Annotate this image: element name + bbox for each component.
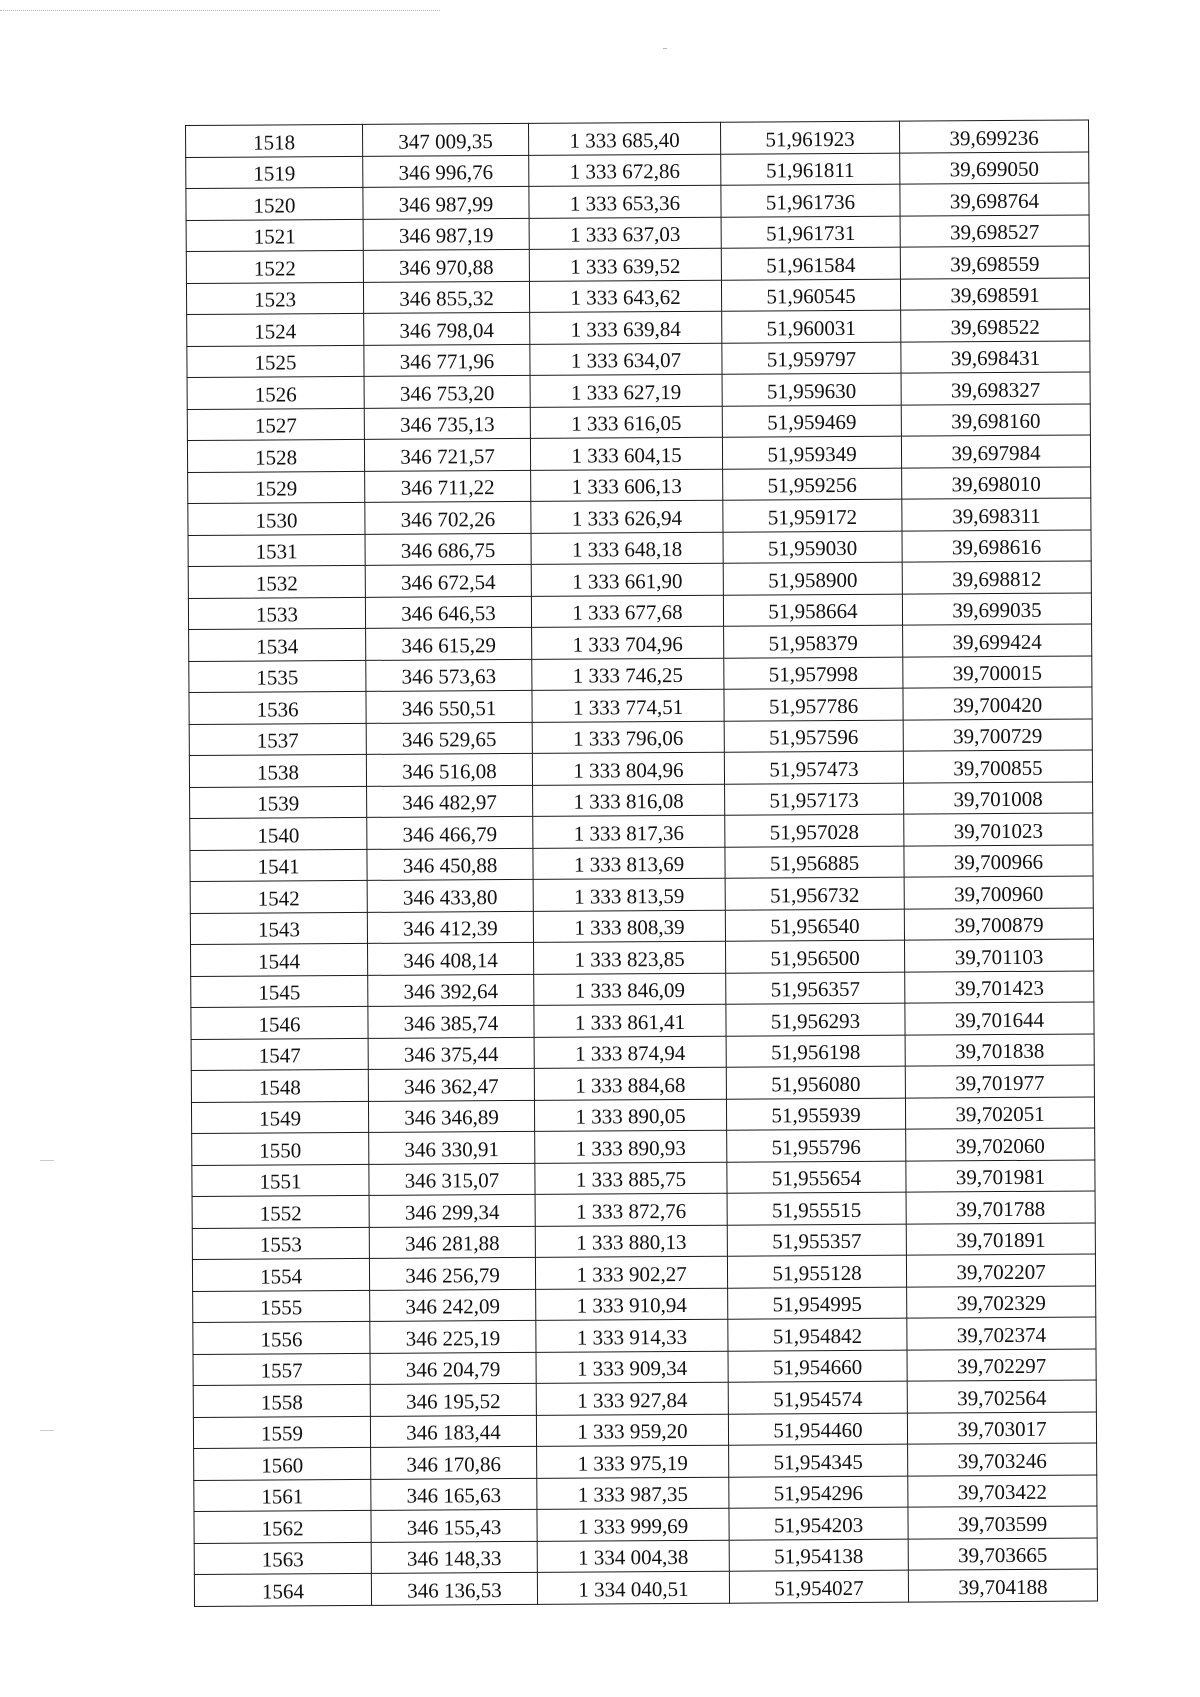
point-number-cell: 1537 [189,723,366,756]
table-row [188,529,1091,566]
table-row [186,214,1089,251]
y-coordinate-cell: 1 334 040,51 [537,1571,729,1604]
y-coordinate-cell: 1 333 909,34 [536,1351,728,1384]
y-coordinate-cell: 1 333 861,41 [534,1004,726,1037]
point-number-cell: 1554 [192,1258,369,1291]
latitude-cell: 51,956885 [725,846,904,879]
table-row [189,687,1092,724]
longitude-cell: 39,699035 [902,592,1091,625]
x-coordinate-cell: 346 516,08 [366,753,532,786]
table-row [187,340,1090,377]
y-coordinate-cell: 1 333 746,25 [532,658,724,691]
y-coordinate-cell: 1 333 661,90 [531,563,723,596]
latitude-cell: 51,954138 [729,1539,908,1572]
coordinates-table-body [186,120,1098,1606]
scan-artifact-dot [663,48,667,49]
point-number-cell: 1538 [189,754,366,787]
longitude-cell: 39,701788 [906,1191,1095,1224]
longitude-cell: 39,700960 [904,876,1093,909]
point-number-cell: 1547 [191,1038,368,1071]
x-coordinate-cell: 346 721,57 [364,438,530,471]
table-row [191,1065,1094,1102]
table-row [192,1128,1095,1165]
point-number-cell: 1545 [191,975,368,1008]
latitude-cell: 51,955939 [726,1098,905,1131]
point-number-cell: 1531 [188,534,365,567]
latitude-cell: 51,957173 [725,783,904,816]
latitude-cell: 51,954203 [729,1507,908,1540]
latitude-cell: 51,957028 [725,814,904,847]
point-number-cell: 1533 [188,597,365,630]
latitude-cell: 51,958379 [724,625,903,658]
longitude-cell: 39,702329 [907,1285,1096,1318]
x-coordinate-cell: 346 155,43 [371,1509,537,1542]
point-number-cell: 1527 [187,408,364,441]
y-coordinate-cell: 1 333 634,07 [530,343,722,376]
x-coordinate-cell: 346 798,04 [364,312,530,345]
table-row [188,592,1091,629]
y-coordinate-cell: 1 333 927,84 [536,1382,728,1415]
longitude-cell: 39,698616 [902,529,1091,562]
point-number-cell: 1543 [190,912,367,945]
point-number-cell: 1552 [192,1195,369,1228]
y-coordinate-cell: 1 333 914,33 [536,1319,728,1352]
point-number-cell: 1528 [187,439,364,472]
longitude-cell: 39,698160 [901,403,1090,436]
point-number-cell: 1562 [194,1510,371,1543]
longitude-cell: 39,702297 [907,1348,1096,1381]
y-coordinate-cell: 1 333 639,52 [529,248,721,281]
x-coordinate-cell: 346 170,86 [371,1446,537,1479]
longitude-cell: 39,701838 [905,1033,1094,1066]
y-coordinate-cell: 1 333 975,19 [537,1445,729,1478]
latitude-cell: 51,955128 [727,1255,906,1288]
y-coordinate-cell: 1 334 004,38 [537,1540,729,1573]
x-coordinate-cell: 346 183,44 [370,1415,536,1448]
x-coordinate-cell: 346 242,09 [370,1289,536,1322]
point-number-cell: 1526 [187,376,364,409]
x-coordinate-cell: 346 204,79 [370,1352,536,1385]
y-coordinate-cell: 1 333 672,86 [529,154,721,187]
table-row [192,1222,1095,1259]
longitude-cell: 39,702564 [907,1380,1096,1413]
point-number-cell: 1551 [192,1164,369,1197]
x-coordinate-cell: 346 299,34 [369,1194,535,1227]
latitude-cell: 51,959256 [723,468,902,501]
table-row [193,1348,1096,1385]
point-number-cell: 1525 [187,345,364,378]
y-coordinate-cell: 1 333 885,75 [535,1162,727,1195]
x-coordinate-cell: 346 996,76 [363,155,529,188]
y-coordinate-cell: 1 333 774,51 [532,689,724,722]
table-row [192,1254,1095,1291]
x-coordinate-cell: 346 385,74 [368,1005,534,1038]
latitude-cell: 51,957596 [724,720,903,753]
table-row [192,1159,1095,1196]
x-coordinate-cell: 346 702,26 [365,501,531,534]
longitude-cell: 39,700855 [903,750,1092,783]
point-number-cell: 1519 [186,156,363,189]
x-coordinate-cell: 346 771,96 [364,344,530,377]
longitude-cell: 39,698591 [900,277,1089,310]
y-coordinate-cell: 1 333 643,62 [529,280,721,313]
x-coordinate-cell: 346 686,75 [365,533,531,566]
y-coordinate-cell: 1 333 880,13 [535,1225,727,1258]
point-number-cell: 1564 [194,1573,371,1606]
latitude-cell: 51,961811 [721,153,900,186]
y-coordinate-cell: 1 333 616,05 [530,406,722,439]
latitude-cell: 51,954842 [728,1318,907,1351]
longitude-cell: 39,699050 [900,151,1089,184]
y-coordinate-cell: 1 333 606,13 [531,469,723,502]
point-number-cell: 1523 [186,282,363,315]
table-row [186,120,1089,157]
table-row [194,1537,1097,1574]
latitude-cell: 51,954345 [729,1444,908,1477]
longitude-cell: 39,702060 [906,1128,1095,1161]
table-row [187,372,1090,409]
point-number-cell: 1524 [187,313,364,346]
point-number-cell: 1518 [186,124,363,157]
point-number-cell: 1532 [188,565,365,598]
latitude-cell: 51,961584 [721,247,900,280]
table-row [190,907,1093,944]
y-coordinate-cell: 1 333 813,69 [533,847,725,880]
point-number-cell: 1520 [186,187,363,220]
point-number-cell: 1558 [193,1384,370,1417]
longitude-cell: 39,703017 [907,1411,1096,1444]
point-number-cell: 1540 [190,817,367,850]
point-number-cell: 1557 [193,1353,370,1386]
y-coordinate-cell: 1 333 890,93 [535,1130,727,1163]
longitude-cell: 39,700015 [903,655,1092,688]
table-row [194,1474,1097,1511]
x-coordinate-cell: 346 281,88 [369,1226,535,1259]
scan-artifact-line [0,10,440,11]
table-row [191,939,1094,976]
y-coordinate-cell: 1 333 637,03 [529,217,721,250]
latitude-cell: 51,957998 [724,657,903,690]
x-coordinate-cell: 346 615,29 [366,627,532,660]
point-number-cell: 1541 [190,849,367,882]
point-number-cell: 1560 [194,1447,371,1480]
point-number-cell: 1521 [186,219,363,252]
y-coordinate-cell: 1 333 804,96 [532,752,724,785]
table-row [193,1411,1096,1448]
y-coordinate-cell: 1 333 796,06 [532,721,724,754]
y-coordinate-cell: 1 333 902,27 [535,1256,727,1289]
table-row [190,813,1093,850]
table-row [193,1380,1096,1417]
x-coordinate-cell: 346 392,64 [368,974,534,1007]
y-coordinate-cell: 1 333 823,85 [533,941,725,974]
x-coordinate-cell: 346 346,89 [368,1100,534,1133]
x-coordinate-cell: 346 375,44 [368,1037,534,1070]
latitude-cell: 51,954995 [728,1287,907,1320]
table-row [186,183,1089,220]
latitude-cell: 51,956293 [726,1003,905,1036]
point-number-cell: 1529 [188,471,365,504]
latitude-cell: 51,961731 [721,216,900,249]
longitude-cell: 39,701977 [905,1065,1094,1098]
table-row [186,277,1089,314]
longitude-cell: 39,698010 [902,466,1091,499]
table-row [188,561,1091,598]
latitude-cell: 51,954660 [728,1350,907,1383]
x-coordinate-cell: 346 987,19 [363,218,529,251]
longitude-cell: 39,701103 [904,939,1093,972]
y-coordinate-cell: 1 333 685,40 [528,122,720,155]
longitude-cell: 39,700966 [904,844,1093,877]
latitude-cell: 51,955357 [727,1224,906,1257]
table-row [188,466,1091,503]
y-coordinate-cell: 1 333 639,84 [530,311,722,344]
x-coordinate-cell: 346 330,91 [369,1131,535,1164]
latitude-cell: 51,956080 [726,1066,905,1099]
y-coordinate-cell: 1 333 653,36 [529,185,721,218]
y-coordinate-cell: 1 333 813,59 [533,878,725,911]
longitude-cell: 39,700879 [904,907,1093,940]
latitude-cell: 51,958664 [723,594,902,627]
y-coordinate-cell: 1 333 884,68 [534,1067,726,1100]
latitude-cell: 51,960545 [721,279,900,312]
latitude-cell: 51,959349 [722,436,901,469]
y-coordinate-cell: 1 333 846,09 [534,973,726,1006]
x-coordinate-cell: 346 315,07 [369,1163,535,1196]
table-row [191,1002,1094,1039]
table-row [189,718,1092,755]
latitude-cell: 51,956357 [726,972,905,1005]
latitude-cell: 51,959797 [722,342,901,375]
longitude-cell: 39,699424 [903,624,1092,657]
x-coordinate-cell: 346 225,19 [370,1320,536,1353]
longitude-cell: 39,703246 [908,1443,1097,1476]
table-row [194,1443,1097,1480]
y-coordinate-cell: 1 333 808,39 [533,910,725,943]
table-row [191,1096,1094,1133]
point-number-cell: 1561 [194,1479,371,1512]
point-number-cell: 1522 [186,250,363,283]
latitude-cell: 51,959030 [723,531,902,564]
point-number-cell: 1535 [189,660,366,693]
point-number-cell: 1555 [193,1290,370,1323]
table-row [193,1317,1096,1354]
point-number-cell: 1530 [188,502,365,535]
longitude-cell: 39,697984 [901,435,1090,468]
y-coordinate-cell: 1 333 987,35 [537,1477,729,1510]
table-row [194,1506,1097,1543]
point-number-cell: 1559 [193,1416,370,1449]
longitude-cell: 39,698527 [900,214,1089,247]
longitude-cell: 39,698431 [901,340,1090,373]
y-coordinate-cell: 1 333 604,15 [530,437,722,470]
x-coordinate-cell: 346 735,13 [364,407,530,440]
latitude-cell: 51,958900 [723,562,902,595]
table-row [189,655,1092,692]
point-number-cell: 1553 [192,1227,369,1260]
table-row [186,151,1089,188]
x-coordinate-cell: 346 482,97 [367,785,533,818]
longitude-cell: 39,700420 [903,687,1092,720]
y-coordinate-cell: 1 333 626,94 [531,500,723,533]
longitude-cell: 39,698327 [901,372,1090,405]
longitude-cell: 39,704188 [908,1569,1097,1602]
latitude-cell: 51,956540 [725,909,904,942]
table-row [190,781,1093,818]
longitude-cell: 39,701891 [906,1222,1095,1255]
latitude-cell: 51,956500 [725,940,904,973]
x-coordinate-cell: 346 408,14 [368,942,534,975]
y-coordinate-cell: 1 333 910,94 [536,1288,728,1321]
latitude-cell: 51,954027 [729,1570,908,1603]
table-row [191,1033,1094,1070]
longitude-cell: 39,702374 [907,1317,1096,1350]
longitude-cell: 39,698522 [901,309,1090,342]
longitude-cell: 39,699236 [899,120,1088,153]
table-row [194,1569,1097,1606]
latitude-cell: 51,961736 [721,184,900,217]
table-row [192,1191,1095,1228]
longitude-cell: 39,698764 [900,183,1089,216]
x-coordinate-cell: 346 165,63 [371,1478,537,1511]
y-coordinate-cell: 1 333 959,20 [536,1414,728,1447]
point-number-cell: 1546 [191,1006,368,1039]
latitude-cell: 51,954460 [728,1413,907,1446]
y-coordinate-cell: 1 333 677,68 [531,595,723,628]
point-number-cell: 1536 [189,691,366,724]
scan-artifact-mark [40,1430,54,1431]
point-number-cell: 1534 [189,628,366,661]
table-row [191,970,1094,1007]
table-row [193,1285,1096,1322]
x-coordinate-cell: 346 148,33 [371,1541,537,1574]
x-coordinate-cell: 346 433,80 [367,879,533,912]
latitude-cell: 51,955515 [727,1192,906,1225]
y-coordinate-cell: 1 333 874,94 [534,1036,726,1069]
latitude-cell: 51,959630 [722,373,901,406]
longitude-cell: 39,703665 [908,1537,1097,1570]
x-coordinate-cell: 346 711,22 [365,470,531,503]
y-coordinate-cell: 1 333 872,76 [535,1193,727,1226]
latitude-cell: 51,957786 [724,688,903,721]
scan-artifact-mark [40,1160,54,1161]
longitude-cell: 39,701644 [905,1002,1094,1035]
x-coordinate-cell: 346 136,53 [371,1572,537,1605]
y-coordinate-cell: 1 333 627,19 [530,374,722,407]
x-coordinate-cell: 346 412,39 [367,911,533,944]
coordinates-table [185,119,1098,1606]
x-coordinate-cell: 346 646,53 [365,596,531,629]
x-coordinate-cell: 346 753,20 [364,375,530,408]
longitude-cell: 39,703599 [908,1506,1097,1539]
x-coordinate-cell: 346 195,52 [370,1383,536,1416]
latitude-cell: 51,959469 [722,405,901,438]
point-number-cell: 1548 [191,1069,368,1102]
point-number-cell: 1549 [191,1101,368,1134]
x-coordinate-cell: 346 362,47 [368,1068,534,1101]
latitude-cell: 51,955654 [727,1161,906,1194]
point-number-cell: 1563 [194,1542,371,1575]
table-row [189,750,1092,787]
longitude-cell: 39,700729 [903,718,1092,751]
table-row [189,624,1092,661]
x-coordinate-cell: 346 855,32 [363,281,529,314]
latitude-cell: 51,954574 [728,1381,907,1414]
latitude-cell: 51,957473 [724,751,903,784]
longitude-cell: 39,698311 [902,498,1091,531]
point-number-cell: 1539 [190,786,367,819]
x-coordinate-cell: 346 672,54 [365,564,531,597]
table-row [186,246,1089,283]
longitude-cell: 39,701981 [906,1159,1095,1192]
latitude-cell: 51,960031 [722,310,901,343]
point-number-cell: 1542 [190,880,367,913]
y-coordinate-cell: 1 333 648,18 [531,532,723,565]
x-coordinate-cell: 347 009,35 [362,123,528,156]
longitude-cell: 39,703422 [908,1474,1097,1507]
x-coordinate-cell: 346 256,79 [369,1257,535,1290]
latitude-cell: 51,956198 [726,1035,905,1068]
longitude-cell: 39,702207 [906,1254,1095,1287]
longitude-cell: 39,698812 [902,561,1091,594]
longitude-cell: 39,701023 [904,813,1093,846]
x-coordinate-cell: 346 970,88 [363,249,529,282]
latitude-cell: 51,954296 [729,1476,908,1509]
y-coordinate-cell: 1 333 704,96 [532,626,724,659]
y-coordinate-cell: 1 333 816,08 [533,784,725,817]
longitude-cell: 39,698559 [900,246,1089,279]
point-number-cell: 1550 [192,1132,369,1165]
table-row [187,403,1090,440]
table-row [187,435,1090,472]
x-coordinate-cell: 346 529,65 [366,722,532,755]
y-coordinate-cell: 1 333 817,36 [533,815,725,848]
latitude-cell: 51,956732 [725,877,904,910]
latitude-cell: 51,961923 [720,121,899,154]
x-coordinate-cell: 346 550,51 [366,690,532,723]
y-coordinate-cell: 1 333 999,69 [537,1508,729,1541]
latitude-cell: 51,959172 [723,499,902,532]
point-number-cell: 1556 [193,1321,370,1354]
table-row [187,309,1090,346]
point-number-cell: 1544 [191,943,368,976]
longitude-cell: 39,701008 [904,781,1093,814]
table-row [190,876,1093,913]
x-coordinate-cell: 346 466,79 [367,816,533,849]
longitude-cell: 39,701423 [905,970,1094,1003]
longitude-cell: 39,702051 [905,1096,1094,1129]
table-row [188,498,1091,535]
x-coordinate-cell: 346 450,88 [367,848,533,881]
x-coordinate-cell: 346 573,63 [366,659,532,692]
table-row [190,844,1093,881]
x-coordinate-cell: 346 987,99 [363,186,529,219]
y-coordinate-cell: 1 333 890,05 [534,1099,726,1132]
latitude-cell: 51,955796 [727,1129,906,1162]
